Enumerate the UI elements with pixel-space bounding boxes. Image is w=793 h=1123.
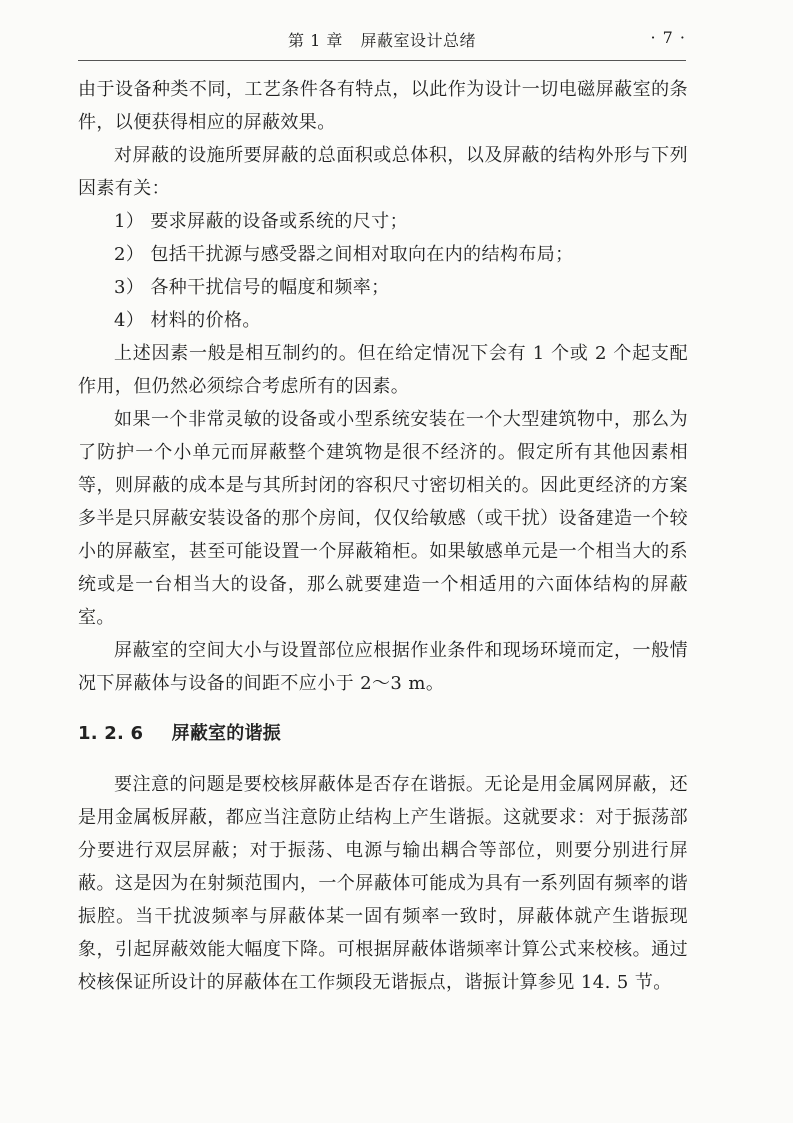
list-item-3: 3） 各种干扰信号的幅度和频率； — [114, 277, 390, 298]
page-header — [78, 28, 686, 58]
list-item-4: 4） 材料的价格。 — [114, 310, 261, 331]
list-item-2: 2） 包括干扰源与感受器之间相对取向在内的结构布局； — [114, 244, 574, 265]
section-heading — [78, 717, 688, 750]
chapter-heading — [78, 28, 686, 51]
paragraph-2: 对屏蔽的设施所要屏蔽的总面积或总体积，以及屏蔽的结构外形与下列因素有关： — [78, 145, 688, 199]
list-item-1: 1） 要求屏蔽的设备或系统的尺寸； — [114, 211, 408, 232]
section-number: 1. 2. 6 — [78, 723, 144, 744]
chapter-title: 屏蔽室设计总绪 — [360, 31, 476, 50]
header-divider — [78, 60, 686, 61]
section-title: 屏蔽室的谐振 — [171, 723, 281, 744]
paragraph-5: 屏蔽室的空间大小与设置部位应根据作业条件和现场环境而定，一般情况下屏蔽体与设备的间距不应小于 2～3 m。 — [78, 640, 688, 694]
chapter-label: 第 1 章 — [288, 31, 343, 50]
paragraph-4: 如果一个非常灵敏的设备或小型系统安装在一个大型建筑物中，那么为了防护一个小单元而屏蔽整个建筑物是很不经济的。假定所有其他因素相等，则屏蔽的成本是与其所封闭的容积尺寸密切相关的。因此更经济的方案多半是只屏蔽安装设备的那个房间，仅仅给敏感（或干扰）设备建造一个较小的屏蔽室，甚至可能设置一个屏蔽箱柜。如果敏感单元是一个相当大的系统或是一台相当大的设备，那么就要建造一个相适用的六面体结构的屏蔽室。 — [78, 409, 688, 628]
paragraph-6: 要注意的问题是要校核屏蔽体是否存在谐振。无论是用金属网屏蔽，还是用金属板屏蔽，都应当注意防止结构上产生谐振。这就要求：对于振荡部分要进行双层屏蔽；对于振荡、电源与输出耦合等部位，则要分别进行屏蔽。这是因为在射频范围内，一个屏蔽体可能成为具有一系列固有频率的谐振腔。当干扰波频率与屏蔽体某一固有频率一致时，屏蔽体就产生谐振现象，引起屏蔽效能大幅度下降。可根据屏蔽体谐频率计算公式来校核。通过校核保证所设计的屏蔽体在工作频段无谐振点，谐振计算参见 14. 5 节。 — [78, 774, 688, 993]
paragraph-1: 由于设备种类不同，工艺条件各有特点，以此作为设计一切电磁屏蔽室的条件，以便获得相应的屏蔽效果。 — [78, 79, 688, 133]
main-content — [78, 73, 688, 999]
section-body — [78, 768, 688, 999]
paragraph-3: 上述因素一般是相互制约的。但在给定情况下会有 1 个或 2 个起支配作用，但仍然必须综合考虑所有的因素。 — [78, 343, 688, 397]
page-number: · 7 · — [650, 28, 686, 47]
